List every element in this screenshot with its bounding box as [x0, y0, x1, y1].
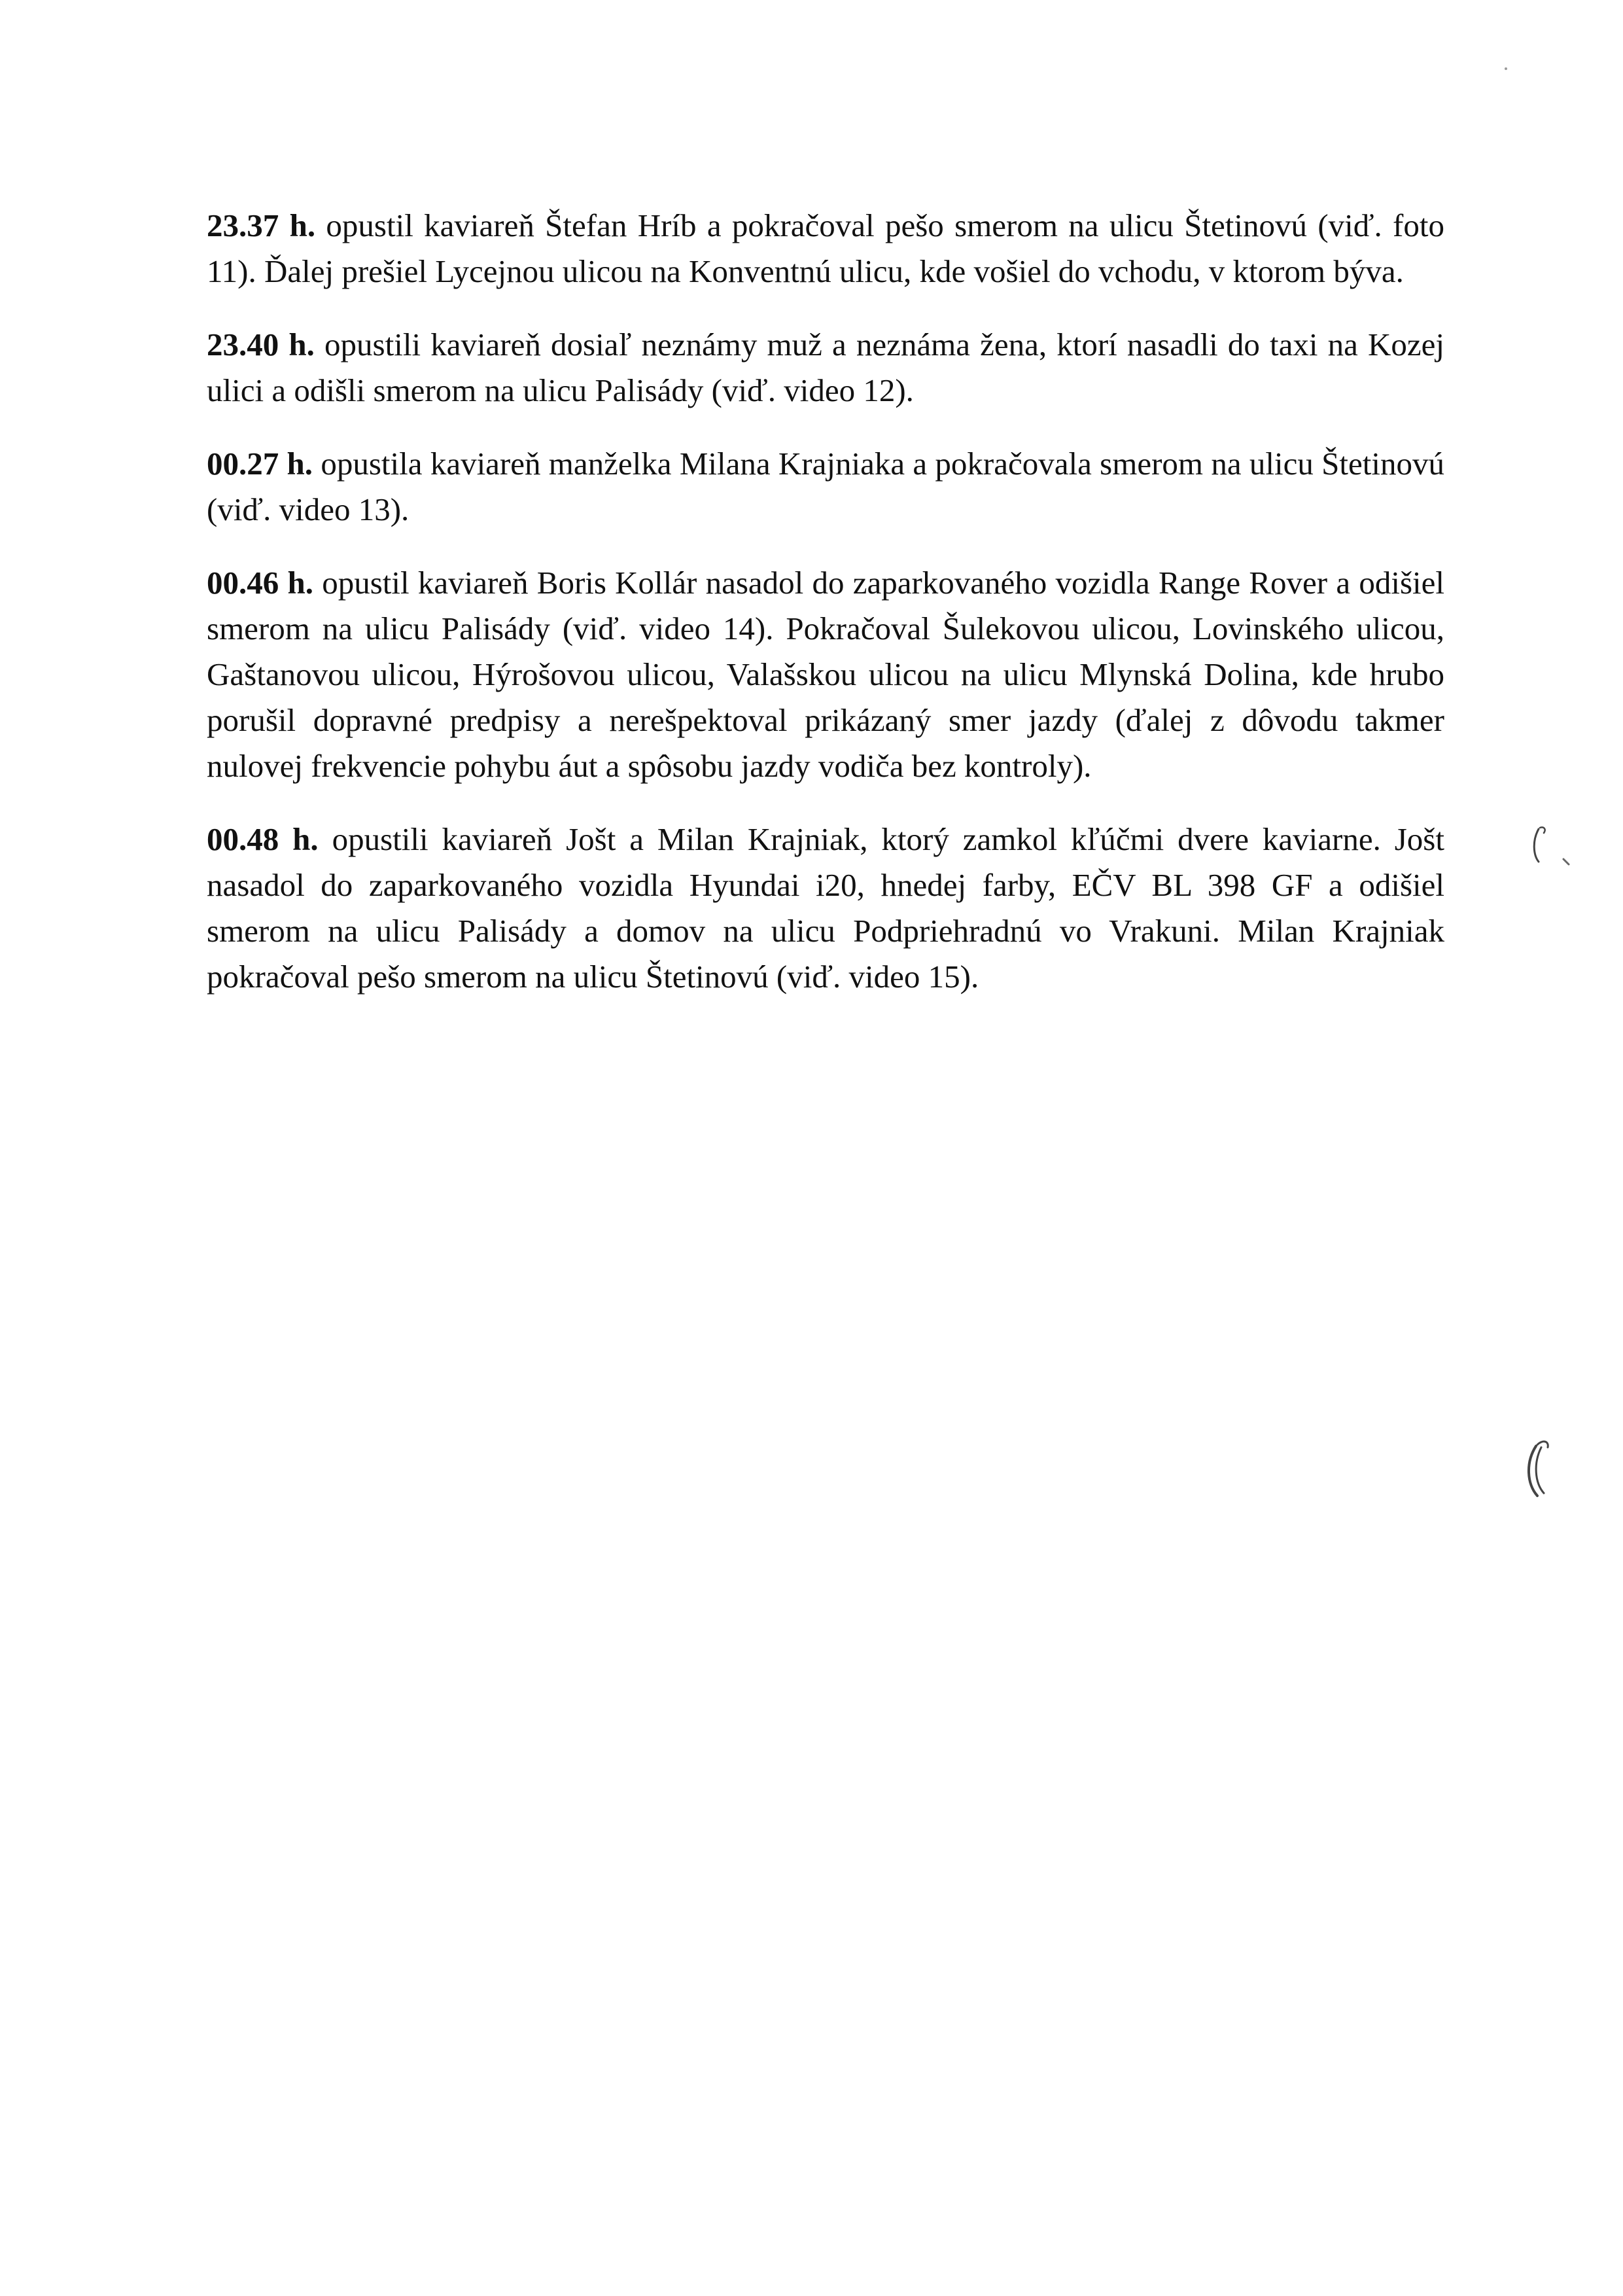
handwritten-mark [1518, 1433, 1563, 1505]
document-body [207, 203, 1444, 1027]
entry-text: opustil kaviareň Štefan Hríb a pokračoval pešo smerom na ulicu Štetinovú (viď. foto 11). Ďalej prešiel Lycejnou ulicou na Konventnú ulicu, kde vošiel do vchodu, v ktorom býva. [207, 207, 1444, 289]
scan-speck [1505, 67, 1507, 70]
entry-time: 00.46 h. [207, 565, 313, 601]
entry-paragraph [207, 560, 1444, 789]
entry-text: opustila kaviareň manželka Milana Krajniaka a pokračovala smerom na ulicu Štetinovú (viď. video 13). [207, 446, 1444, 527]
entry-time: 23.37 h. [207, 207, 316, 243]
entry-time: 00.48 h. [207, 821, 319, 857]
entry-time: 00.27 h. [207, 446, 313, 482]
entry-text: opustili kaviareň Jošt a Milan Krajniak, ktorý zamkol kľúčmi dvere kaviarne. Jošt nasadol do zaparkovaného vozidla Hyundai i20, hnedej farby, EČV BL 398 GF a odišiel smerom na ulicu Palisády a domov na ulicu Podpriehradnú vo Vrakuni. Milan Krajniak pokračoval pešo smerom na ulicu Štetinovú (viď. video 15). [207, 821, 1444, 995]
entry-paragraph [207, 441, 1444, 533]
entry-paragraph [207, 203, 1444, 294]
entry-paragraph [207, 322, 1444, 414]
entry-paragraph [207, 817, 1444, 1000]
handwritten-mark [1524, 821, 1577, 874]
entry-text: opustil kaviareň Boris Kollár nasadol do zaparkovaného vozidla Range Rover a odišiel smerom na ulicu Palisády (viď. video 14). Pokračoval Šulekovou ulicou, Lovinského ulicou, Gaštanovou ulicou, Hýrošovou ulicou, Valašskou ulicou na ulicu Mlynská Dolina, kde hrubo porušil dopravné predpisy a nerešpektoval prikázaný smer jazdy (ďalej z dôvodu takmer nulovej frekvencie pohybu áut a spôsobu jazdy vodiča bez kontroly). [207, 565, 1444, 784]
entry-time: 23.40 h. [207, 327, 315, 362]
entry-text: opustili kaviareň dosiaľ neznámy muž a neznáma žena, ktorí nasadli do taxi na Kozej ulici a odišli smerom na ulicu Palisády (viď. video 12). [207, 327, 1444, 408]
